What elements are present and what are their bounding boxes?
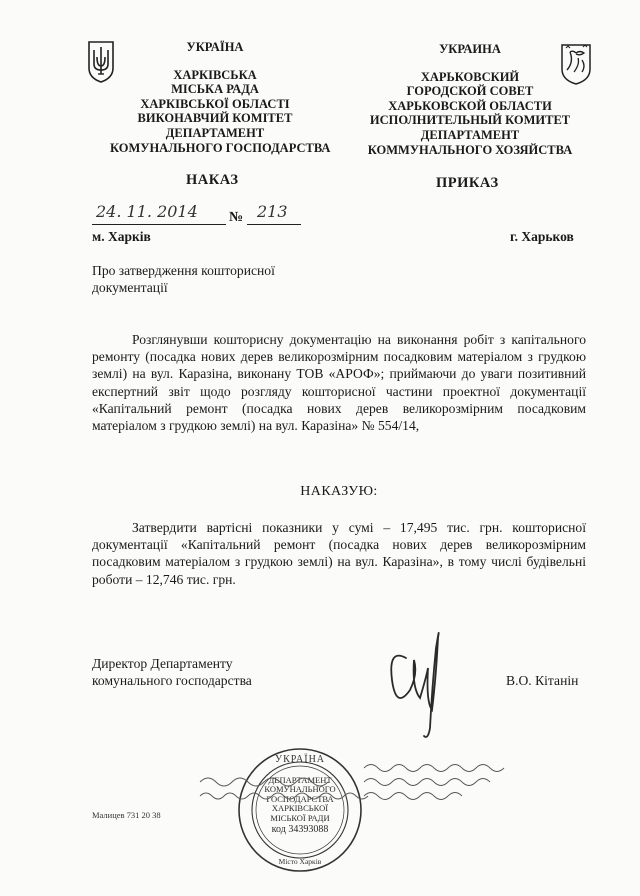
left-org-line-2: МІСЬКА РАДА [171, 82, 259, 97]
right-org-line-4: ИСПОЛНИТЕЛЬНЫЙ КОМИТЕТ [369, 113, 571, 128]
city-ukr: м. Харків [92, 229, 151, 244]
number-handwritten: 213 [257, 202, 288, 221]
date-blank [92, 202, 226, 225]
stamp-city: Місто Харків [278, 857, 322, 866]
stamp-country: УКРАЇНА [274, 754, 326, 765]
left-country: УКРАЇНА [186, 40, 244, 54]
right-org-line-3: ХАРЬКОВСКОЙ ОБЛАСТИ [388, 98, 552, 113]
right-org-line-5: ДЕПАРТАМЕНТ [420, 127, 520, 142]
left-org-line-3: ХАРКІВСЬКОЇ ОБЛАСТІ [140, 96, 290, 111]
number-sign: № [229, 210, 244, 225]
right-org-line-1: ХАРЬКОВСКИЙ [420, 69, 520, 84]
signatory-position [92, 655, 332, 689]
doc-type-rus: ПРИКАЗ [436, 175, 499, 191]
decree-word: НАКАЗУЮ: [300, 484, 378, 499]
stamp-line-1: ДЕПАРТАМЕНТ [268, 775, 332, 785]
left-org-line-5: ДЕПАРТАМЕНТ [165, 125, 265, 140]
city-rus: г. Харьков [510, 229, 574, 244]
doc-type-ukr: НАКАЗ [186, 172, 239, 188]
stamp-line-4: ХАРКІВСЬКОЇ [271, 803, 329, 814]
right-org-line-2: ГОРОДСКОЙ СОВЕТ [406, 84, 534, 99]
handwritten-signature [378, 618, 450, 742]
subject-line-1: Про затвердження кошторисної [92, 263, 275, 278]
left-header [110, 40, 331, 155]
stamp-line-5: МІСЬКОЇ РАДИ [270, 812, 330, 823]
position-line-1: Директор Департаменту [92, 656, 233, 671]
left-org-line-6: КОМУНАЛЬНОГО ГОСПОДАРСТВА [110, 140, 331, 155]
decision-paragraph: Затвердити вартісні показники у сумі – 17,495 тис. грн. кошторисної документації «Капітальний ремонт (посадка нових дерев великорозмірним посадковим матеріалом з грудкою землі) на вул. Каразіна», в тому числі будівельні роботи – 12,746 тис. грн. [92, 520, 586, 587]
executor-note: Малицев 731 20 38 [92, 810, 161, 820]
position-line-2: комунального господарства [92, 673, 252, 689]
handwritten-approval-right [360, 756, 540, 812]
preamble-paragraph: Розглянувши кошторисну документацію на виконання робіт з капітального ремонту (посадка нових дерев великорозмірним посадковим матеріалом з грудкою землі) на вул. Каразіна, виконану ТОВ «АРОФ»; приймаючи до уваги позитивний експертний звіт щодо розгляду кошторисної частини проектної документації «Капітальний ремонт (посадка нових дерев великорозмірним посадковим матеріалом з грудкою землі) на вул. Каразіна» № 554/14, [92, 332, 586, 434]
signatory-name: В.О. Кітанін [506, 673, 579, 688]
number-blank [247, 202, 301, 225]
stamp-code: код 34393088 [271, 824, 329, 836]
right-header [360, 42, 580, 157]
right-org-line-6: КОММУНАЛЬНОГО ХОЗЯЙСТВА [367, 142, 573, 157]
date-handwritten: 24. 11. 2014 [96, 202, 198, 221]
stamp-line-3: ГОСПОДАРСТВА [266, 793, 334, 804]
stamp-line-2: КОМУНАЛЬНОГО [264, 784, 336, 795]
right-country: УКРАИНА [439, 42, 501, 56]
left-org-line-1: ХАРКІВСЬКА [173, 67, 257, 82]
order-subject [92, 262, 352, 296]
left-org-line-4: ВИКОНАВЧИЙ КОМІТЕТ [137, 111, 293, 126]
subject-line-2: документації [92, 280, 168, 296]
